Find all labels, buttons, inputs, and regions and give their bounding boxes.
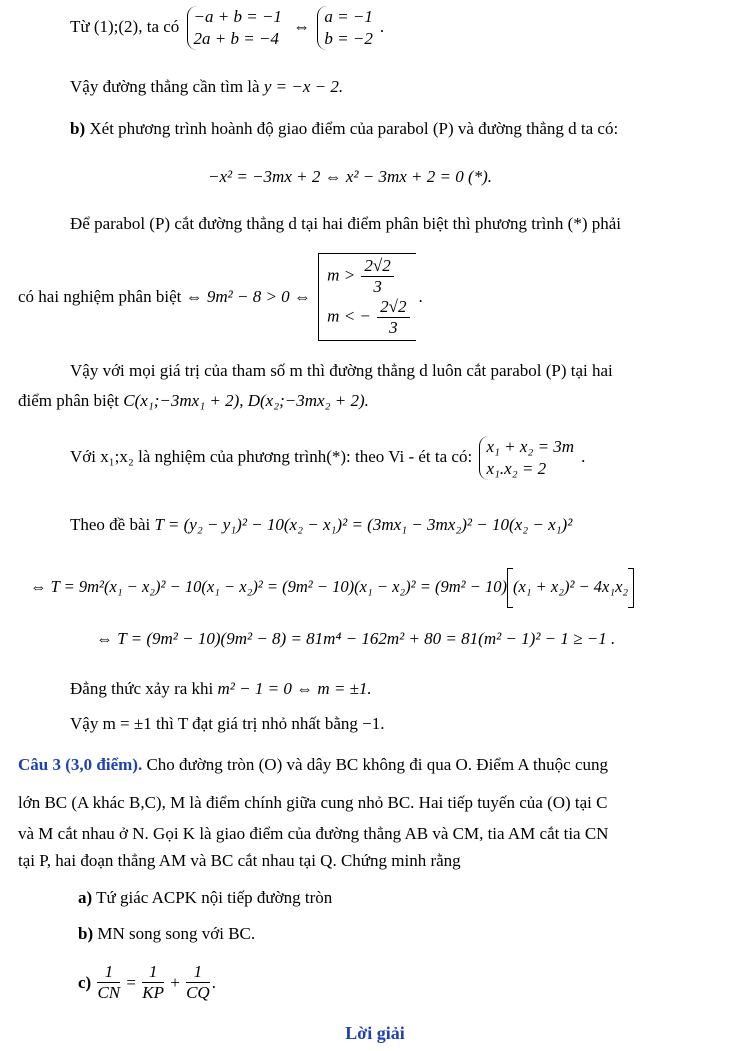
equation-system: a = −1 b = −2: [317, 6, 376, 50]
question-3-line-4: tại P, hai đoạn thẳng AM và BC cắt nhau tại Q. Chứng minh rằng: [18, 851, 461, 870]
fraction: $\frac{1}{CN}$: [97, 962, 121, 1002]
line-equality: Đẳng thức xảy ra khi m² − 1 = 0 ⇔ m = ±1.: [70, 679, 372, 698]
fraction: $\frac{2√2}{3}$: [377, 297, 409, 338]
fraction: $\frac{1}{KP}$: [142, 962, 164, 1002]
line-points: điểm phân biệt C(x₁;−3mx₁ + 2), D(x₂;−3mx₂ + 2).: [18, 391, 369, 410]
line-answer: Vậy m = ±1 thì T đạt giá trị nhỏ nhất bằng −1.: [70, 714, 385, 733]
line-discriminant: có hai nghiệm phân biệt ⇔ 9m² − 8 > 0 ⇔ m > $\frac{2√2}{3}$ m < − $\frac{2√2}{3}$ .: [18, 250, 423, 344]
fraction: $\frac{2√2}{3}$: [361, 256, 393, 297]
line-conclusion: Vậy đường thẳng cần tìm là y = −x − 2.: [70, 77, 344, 96]
item-a: a) Tứ giác ACPK nội tiếp đường tròn: [78, 888, 333, 907]
line-conclusion-2: Vậy với mọi giá trị của tham số m thì đường thẳng d luôn cắt parabol (P) tại hai: [70, 361, 613, 380]
question-3-line-3: và M cắt nhau ở N. Gọi K là giao điểm của đường thẳng AB và CM, tia AM cắt tia CN: [18, 824, 609, 843]
question-3-line-2: lớn BC (A khác B,C), M là điểm chính giữa cung nhỏ BC. Hai tiếp tuyến của (O) tại C: [18, 793, 608, 812]
line-condition: Để parabol (P) cắt đường thẳng d tại hai điểm phân biệt thì phương trình (*) phải: [70, 214, 621, 233]
question-3-heading: Câu 3 (3,0 điểm). Cho đường tròn (O) và dây BC không đi qua O. Điểm A thuộc cung: [18, 755, 609, 774]
equation-system: −a + b = −1 2a + b = −4: [187, 6, 286, 50]
line-T-min: ⇔ T = (9m² − 10)(9m² − 8) = 81m⁴ − 162m² + 80 = 81(m² − 1)² − 1 ≥ −1 .: [96, 629, 616, 648]
solution-heading: Lời giải: [345, 1023, 405, 1043]
item-b: b) MN song song với BC.: [78, 924, 256, 943]
item-c: c) $\frac{1}{CN}$ = $\frac{1}{KP}$ + $\frac{1}{CQ}$ .: [78, 962, 216, 1002]
fraction: $\frac{1}{CQ}$: [186, 962, 210, 1002]
equation-system: x₁ + x₂ = 3m x₁.x₂ = 2: [479, 436, 578, 480]
line-T-expand: ⇔ T = 9m²(x₁ − x₂)² − 10(x₁ − x₂)² = (9m² − 10)(x₁ − x₂)² = (9m² − 10) (x₁ + x₂)² − 4x₁x₂: [30, 568, 634, 608]
line-T-def: Theo đề bài T = (y₂ − y₁)² − 10(x₂ − x₁)² = (3mx₁ − 3mx₂)² − 10(x₂ − x₁)²: [70, 515, 573, 534]
line-system-1: Từ (1);(2), ta có −a + b = −1 2a + b = −4 ⇔ a = −1 b = −2 .: [70, 7, 385, 48]
part-b-intro: b) Xét phương trình hoành độ giao điểm của parabol (P) và đường thẳng d ta có:: [70, 119, 619, 138]
line-vieta: Với x₁;x₂ là nghiệm của phương trình(*): theo Vi - ét ta có: x₁ + x₂ = 3m x₁.x₂ = 2 .: [70, 437, 586, 478]
case-bracket: m > $\frac{2√2}{3}$ m < − $\frac{2√2}{3}$: [318, 253, 415, 341]
equation-intersection: −x² = −3mx + 2 ⇔ x² − 3mx + 2 = 0 (*).: [208, 167, 493, 186]
